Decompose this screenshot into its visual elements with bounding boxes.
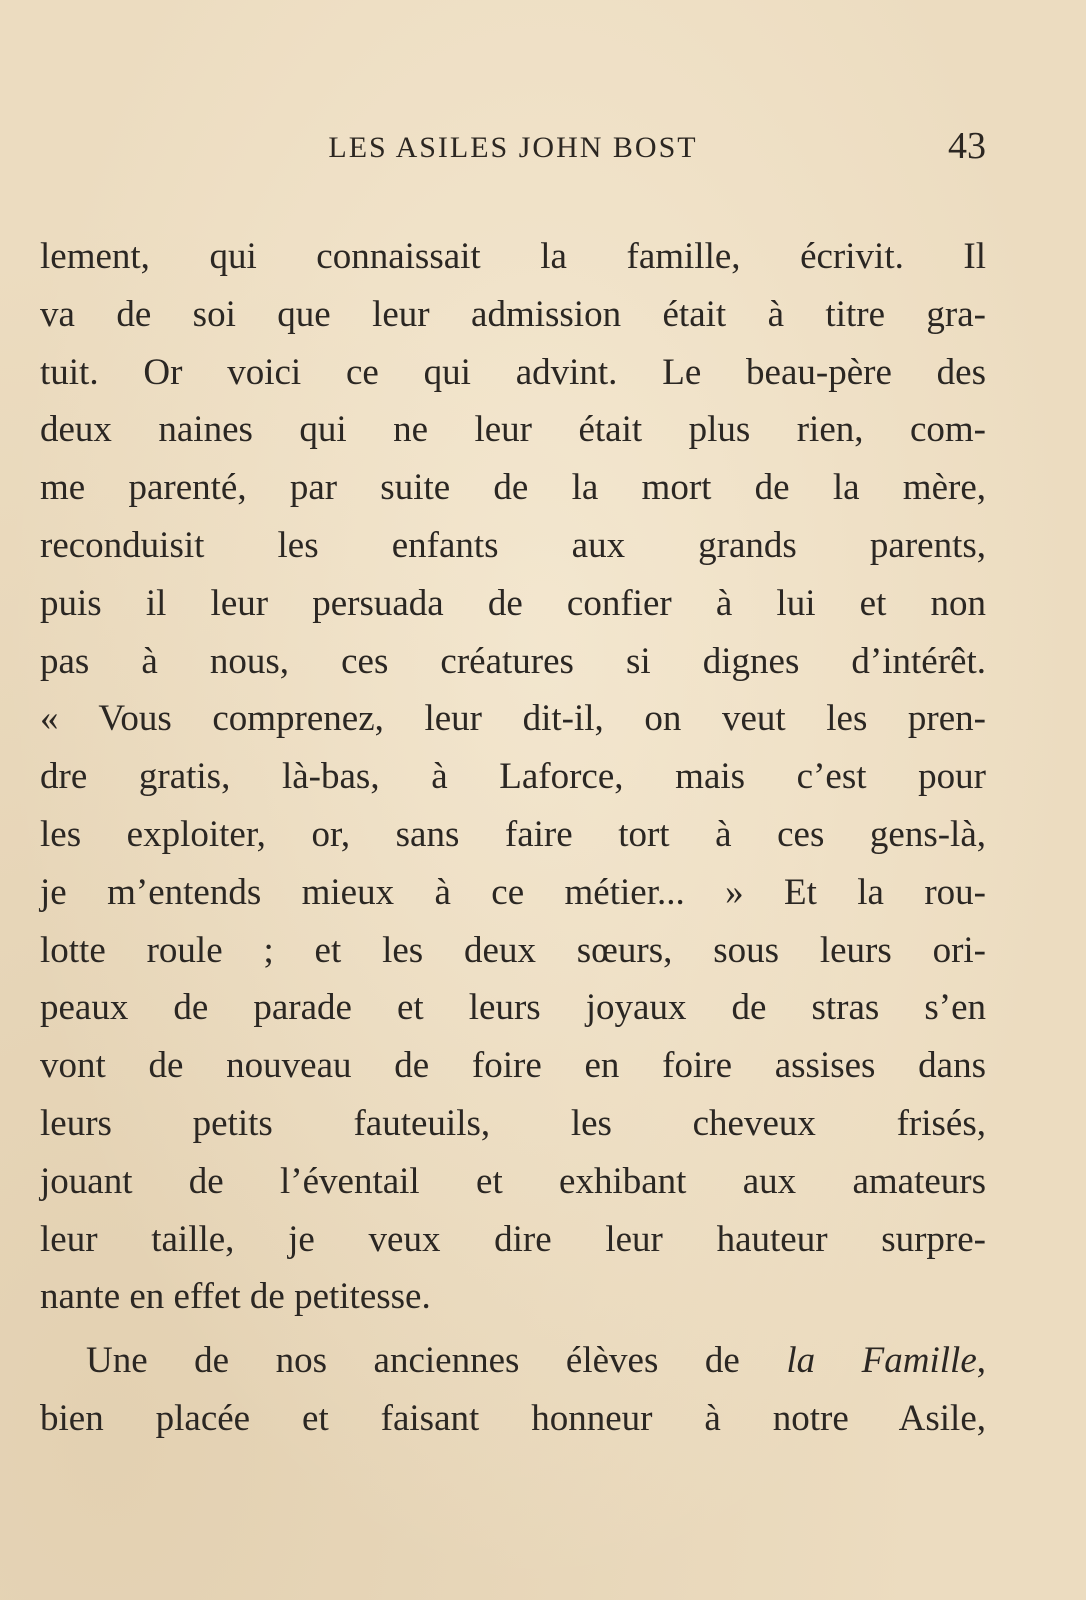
text-fragment: , (976, 1340, 986, 1382)
text-line: jouant de l’éventail et exhibant aux amateurs (40, 1160, 986, 1202)
text-line: reconduisit les enfants aux grands parents, (40, 524, 986, 566)
page-number: 43 (948, 125, 986, 167)
italic-title: la Famille (786, 1340, 977, 1382)
text-line: pas à nous, ces créatures si dignes d’intérêt. (40, 640, 986, 682)
text-line: « Vous comprenez, leur dit-il, on veut les pren- (40, 698, 986, 740)
text-line: dre gratis, là-bas, à Laforce, mais c’est pour (40, 756, 986, 798)
body-text (40, 228, 986, 1448)
text-line: vont de nouveau de foire en foire assises dans (40, 1045, 986, 1087)
text-line: lotte roule ; et les deux sœurs, sous leurs ori- (40, 929, 986, 971)
running-title: LES ASILES JOHN BOST (328, 131, 698, 164)
text-line: les exploiter, or, sans faire tort à ces gens-là, (40, 813, 986, 855)
running-header (40, 125, 986, 168)
text-line: me parenté, par suite de la mort de la mère, (40, 467, 986, 509)
text-line: je m’entends mieux à ce métier... » Et la rou- (40, 871, 986, 913)
text-line: leur taille, je veux dire leur hauteur surpre- (40, 1218, 986, 1260)
text-fragment: Une de nos anciennes élèves de (86, 1340, 787, 1382)
text-line: lement, qui connaissait la famille, écrivit. Il (40, 236, 986, 277)
text-line: bien placée et faisant honneur à notre Asile, (40, 1397, 986, 1439)
text-line: nante en effet de petitesse. (40, 1276, 431, 1318)
text-line: puis il leur persuada de confier à lui et non (40, 582, 986, 624)
text-line: peaux de parade et leurs joyaux de stras s’en (40, 987, 986, 1029)
text-line: deux naines qui ne leur était plus rien, com- (40, 409, 986, 451)
text-line: leurs petits fauteuils, les cheveux frisés, (40, 1102, 986, 1144)
text-line: va de soi que leur admission était à titre gra- (40, 293, 986, 335)
text-line: tuit. Or voici ce qui advint. Le beau-père des (40, 351, 986, 393)
text-line-paragraph-start (40, 1332, 986, 1390)
